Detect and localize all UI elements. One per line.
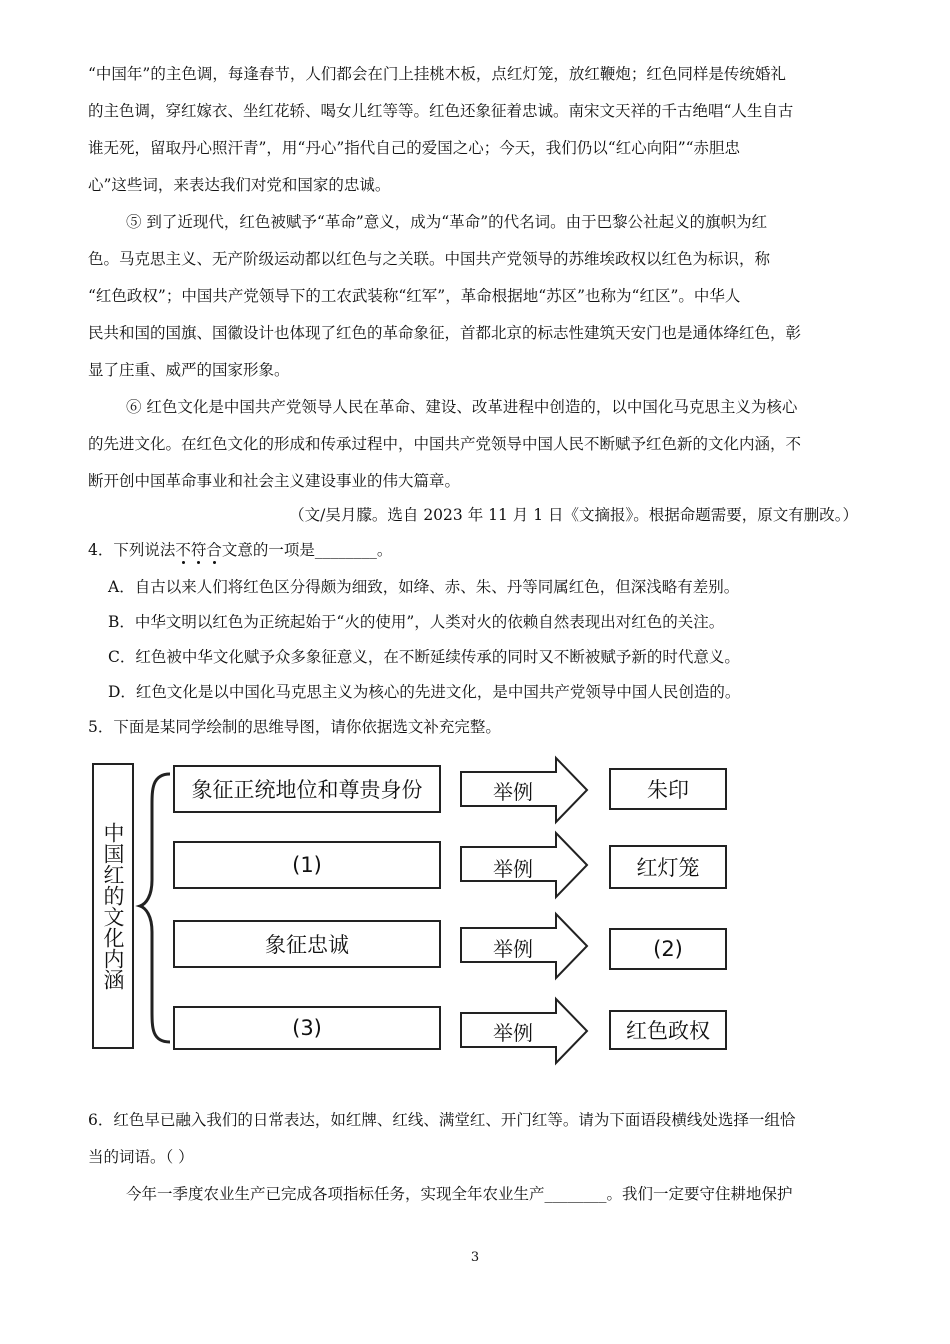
mind-map-example-3: (2) xyxy=(609,928,727,970)
q4-option-a: A．自古以来人们将红色区分得颇为细致，如绛、赤、朱、丹等同属红色，但深浅略有差别。 xyxy=(108,578,740,596)
q6-stem-line-2: 当的词语。（ ） xyxy=(88,1148,194,1166)
passage-p5-line-5: 显了庄重、威严的国家形象。 xyxy=(88,361,290,379)
q4-emph-char: 符 xyxy=(190,541,207,559)
q4-option-c: C．红色被中华文化赋予众多象征意义，在不断延续传承的同时又不断被赋予新的时代意义。 xyxy=(108,648,740,666)
q4-stem-after: 文意的一项是________。 xyxy=(221,541,393,559)
passage-p4-line-2: 的主色调，穿红嫁衣、坐红花轿、喝女儿红等等。红色还象征着忠诚。南宋文天祥的千古绝唱“人生自古 xyxy=(88,102,794,120)
arrow-label-2: 举例 xyxy=(493,857,533,881)
page-number: 3 xyxy=(470,1250,480,1265)
mind-map-meaning-1: 象征正统地位和尊贵身份 xyxy=(173,765,441,813)
q6-stem-line-1: 6．红色早已融入我们的日常表达，如红牌、红线、满堂红、开门红等。请为下面语段横线处选择一组恰 xyxy=(88,1111,796,1129)
passage-p5-line-4: 民共和国的国旗、国徽设计也体现了红色的革命象征，首都北京的标志性建筑天安门也是通体绛红色，彰 xyxy=(88,324,802,342)
mind-map-example-1: 朱印 xyxy=(609,768,727,810)
mind-map-brace xyxy=(140,774,170,1042)
mind-map-meaning-3: 象征忠诚 xyxy=(173,920,441,968)
arrow-label-3: 举例 xyxy=(493,937,533,961)
passage-p6-line-3: 断开创中国革命事业和社会主义建设事业的伟大篇章。 xyxy=(88,472,461,490)
q4-stem-emph xyxy=(175,541,222,559)
q4-stem xyxy=(88,538,392,560)
mind-map-example-4: 红色政权 xyxy=(609,1010,727,1050)
mind-map-meaning-2: (1) xyxy=(173,841,441,889)
passage-p6-line-2: 的先进文化。在红色文化的形成和传承过程中，中国共产党领导中国人民不断赋予红色新的文化内涵，不 xyxy=(88,435,802,453)
passage-p5-line-2: 色。马克思主义、无产阶级运动都以红色与之关联。中国共产党领导的苏维埃政权以红色为标识，称 xyxy=(88,250,771,268)
q4-option-d: D．红色文化是以中国化马克思主义为核心的先进文化，是中国共产党领导中国人民创造的。 xyxy=(108,683,741,701)
q6-passage-line: 今年一季度农业生产已完成各项指标任务，实现全年农业生产________。我们一定要守住耕地保护 xyxy=(126,1185,793,1203)
passage-p4-line-1: “中国年”的主色调，每逢春节，人们都会在门上挂桃木板，点红灯笼，放红鞭炮；红色同样是传统婚礼 xyxy=(88,65,786,83)
passage-p4-line-3: 谁无死，留取丹心照汗青”，用“丹心”指代自己的爱国之心；今天，我们仍以“红心向阳”“赤胆忠 xyxy=(88,139,741,157)
arrow-label-4: 举例 xyxy=(493,1021,533,1045)
passage-p4-line-4: 心”这些词，来表达我们对党和国家的忠诚。 xyxy=(88,176,391,194)
arrow-label-1: 举例 xyxy=(493,780,533,804)
q4-emph-char: 合 xyxy=(206,541,222,559)
q4-stem-before: 4．下列说法 xyxy=(88,541,176,559)
passage-p6-line-1: ⑥ 红色文化是中国共产党领导人民在革命、建设、改革进程中创造的，以中国化马克思主义为核心 xyxy=(126,398,798,416)
q5-stem: 5．下面是某同学绘制的思维导图，请你依据选文补充完整。 xyxy=(88,718,501,736)
q4-emph-char: 不 xyxy=(175,541,191,559)
passage-p5-line-1: ⑤ 到了近现代，红色被赋予“革命”意义，成为“革命”的代名词。由于巴黎公社起义的旗帜为红 xyxy=(126,213,768,231)
q4-option-b: B．中华文明以红色为正统起始于“火的使用”，人类对火的依赖自然表现出对红色的关注。 xyxy=(108,613,725,631)
passage-source: （文/吴月朦。选自 2023 年 11 月 1 日《文摘报》。根据命题需要，原文有删改。） xyxy=(289,506,858,524)
passage-p5-line-3: “红色政权”；中国共产党领导下的工农武装称“红军”，革命根据地“苏区”也称为“红区”。中华人 xyxy=(88,287,741,305)
mind-map-example-2: 红灯笼 xyxy=(609,845,727,889)
mind-map-root: 中国红的文化内涵 xyxy=(92,763,134,1049)
mind-map-meaning-4: (3) xyxy=(173,1006,441,1050)
